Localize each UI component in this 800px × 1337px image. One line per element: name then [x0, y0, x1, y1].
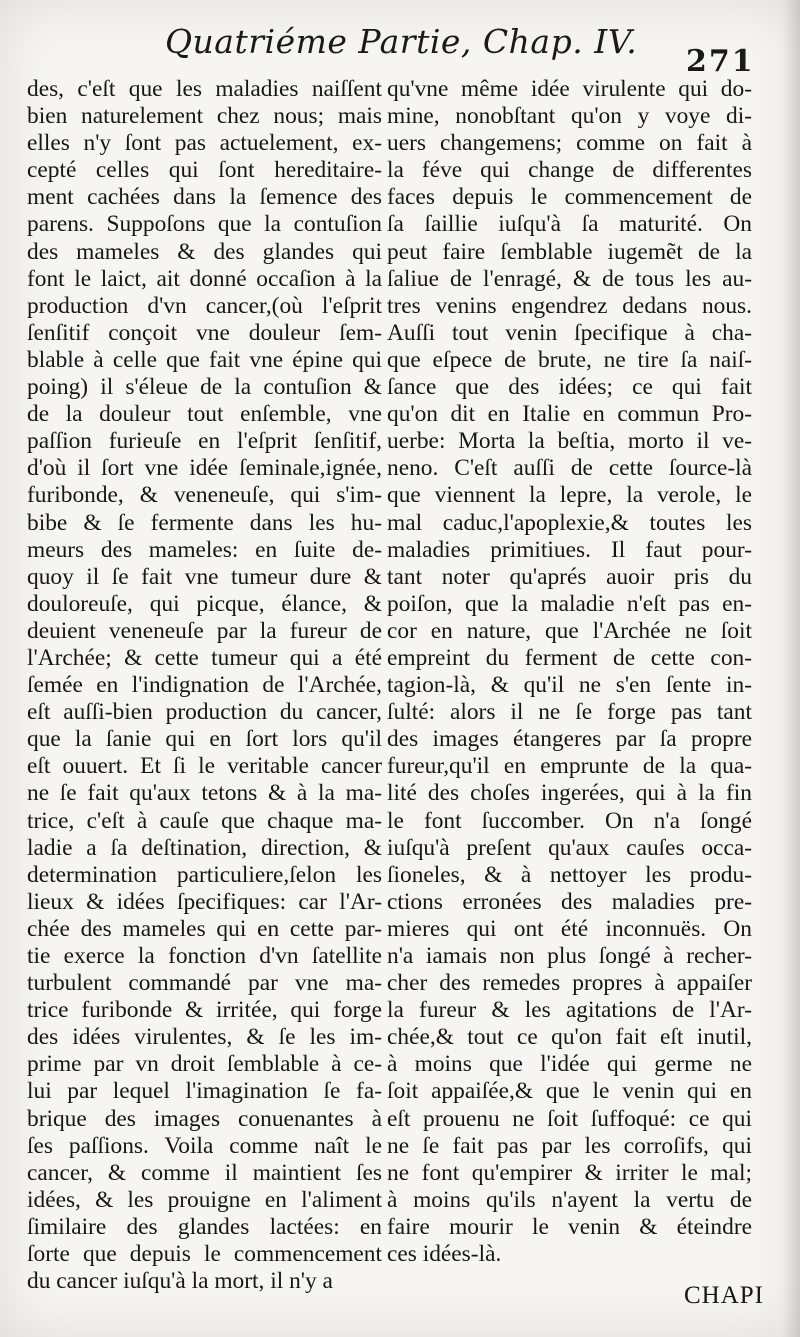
text-line: poiſon, que la maladie n'eſt pas en- — [387, 590, 752, 617]
text-line: idées, & les prouigne en l'aliment — [27, 1186, 382, 1213]
text-line: deuient veneneuſe par la fureur de — [27, 617, 382, 644]
text-line: prime par vn droit ſemblable à ce- — [27, 1051, 382, 1078]
text-line: cher des remedes propres à appaiſer — [387, 970, 752, 997]
text-line: trice, c'eſt à cauſe que chaque ma- — [27, 807, 382, 834]
text-line: Auſſi tout venin ſpecifique à cha- — [387, 319, 752, 346]
text-line: ne ſe fait qu'aux tetons & à la ma- — [27, 780, 382, 807]
text-line: lieux & idées ſpecifiques: car l'Ar- — [27, 888, 382, 915]
text-line: mieres qui ont été inconnuës. On — [387, 915, 752, 942]
text-line: à moins que l'idée qui germe ne — [387, 1051, 752, 1078]
text-line: ment cachées dans la ſemence des — [27, 184, 382, 211]
text-line: des idées virulentes, & ſe les im- — [27, 1024, 382, 1051]
text-line: determination particuliere,ſelon les — [27, 861, 382, 888]
text-line: ladie a ſa deſtination, direction, & — [27, 834, 382, 861]
text-line: chée des mameles qui en cette par- — [27, 915, 382, 942]
text-line: furibonde, & veneneuſe, qui s'im- — [27, 482, 382, 509]
text-line: faire mourir le venin & éteindre — [387, 1213, 752, 1240]
text-line: des images étangeres par ſa propre — [387, 726, 752, 753]
text-line: peut faire ſemblable iugemẽt de la — [387, 238, 752, 265]
text-line: ſulté: alors il ne ſe forge pas tant — [387, 699, 752, 726]
catchword: CHAPI — [684, 1282, 765, 1309]
text-line: uerbe: Morta la beſtia, morto il ve- — [387, 428, 752, 455]
text-line: turbulent commandé par vne ma- — [27, 970, 382, 997]
text-line: eſt prouenu ne ſoit ſuffoqué: ce qui — [387, 1105, 752, 1132]
text-line: ſimilaire des glandes lactées: en — [27, 1213, 382, 1240]
text-line: iuſqu'à preſent qu'aux cauſes occa- — [387, 834, 752, 861]
text-line: cepté celles qui ſont hereditaire- — [27, 157, 382, 184]
right-text-column — [387, 76, 752, 1268]
text-line: ſemée en l'indignation de l'Archée, — [27, 672, 382, 699]
text-line: eſt auſſi-bien production du cancer, — [27, 699, 382, 726]
text-line: ſaliue de l'enragé, & de tous les au- — [387, 265, 752, 292]
text-line: ces idées-là. — [387, 1241, 502, 1268]
text-line: douloreuſe, qui picque, élance, & — [27, 590, 382, 617]
text-line: quoy il ſe fait vne tumeur dure & — [27, 563, 382, 590]
text-line: paſſion furieuſe en l'eſprit ſenſitif, — [27, 428, 382, 455]
text-line: parens. Suppoſons que la contuſion — [27, 211, 382, 238]
text-line: l'Archée; & cette tumeur qui a été — [27, 644, 382, 671]
text-line: fureur,qu'il en emprunte de la qua- — [387, 753, 752, 780]
text-line: ctions erronées des maladies pre- — [387, 888, 752, 915]
text-line: n'a iamais non plus ſongé à recher- — [387, 943, 752, 969]
text-line: ſorte que depuis le commencement — [27, 1241, 382, 1268]
text-line: maladies primitiues. Il faut pour- — [387, 536, 752, 563]
text-line: que eſpece de brute, ne tire ſa naiſ- — [387, 346, 752, 373]
text-line: mal caduc,l'apoplexie,& toutes les — [387, 509, 752, 536]
text-line: elles n'y ſont pas actuelement, ex- — [27, 130, 382, 157]
text-line: à moins qu'ils n'ayent la vertu de — [387, 1186, 752, 1213]
text-line: meurs des mameles: en ſuite de- — [27, 536, 382, 563]
text-line: chée,& tout ce qu'on fait eſt inutil, — [387, 1024, 752, 1051]
text-line: lité des choſes ingerées, qui à la fin — [387, 780, 752, 807]
text-line: des mameles & des glandes qui — [27, 238, 382, 265]
text-line: de la douleur tout enſemble, vne — [27, 401, 382, 428]
text-line: neno. C'eſt auſſi de cette ſource-là — [387, 455, 752, 482]
text-line: tie exerce la fonction d'vn ſatellite — [27, 943, 382, 969]
text-line: lui par lequel l'imagination ſe fa- — [27, 1078, 382, 1105]
text-line: ſoit appaiſée,& que le venin qui en — [387, 1078, 752, 1105]
text-line: ne ſe fait pas par les corroſifs, qui — [387, 1132, 752, 1159]
text-line: du cancer iuſqu'à la mort, il n'y a — [27, 1268, 333, 1295]
text-line: cor en nature, que l'Archée ne ſoit — [387, 617, 752, 644]
text-line: eſt ouuert. Et ſi le veritable cancer — [27, 753, 382, 780]
text-line: ſenſitif conçoit vne douleur ſem- — [27, 319, 382, 346]
text-line: production d'vn cancer,(où l'eſprit — [27, 292, 382, 319]
page-number: 271 — [686, 44, 755, 79]
text-line: des, c'eſt que les maladies naiſſent — [27, 76, 382, 102]
text-line: le font ſuccomber. On n'a ſongé — [387, 807, 752, 834]
text-line: faces depuis le commencement de — [387, 184, 752, 211]
text-line: tres venins engendrez dedans nous. — [387, 292, 752, 319]
text-line: mine, nonobſtant qu'on y voye di- — [387, 103, 752, 130]
text-line: qu'vne même idée virulente qui do- — [387, 76, 752, 102]
text-line: poing) il s'éleue de la contuſion & — [27, 374, 382, 401]
text-line: cancer, & comme il maintient ſes — [27, 1159, 382, 1186]
text-line: bibe & ſe fermente dans les hu- — [27, 509, 382, 536]
left-text-column — [27, 76, 382, 1295]
text-line: ſes paſſions. Voila comme naît le — [27, 1132, 382, 1159]
text-line: empreint du ferment de cette con- — [387, 644, 752, 671]
text-line: qu'on dit en Italie en commun Pro- — [387, 401, 752, 428]
text-line: blable à celle que fait vne épine qui — [27, 346, 382, 373]
text-line: tagion-là, & qu'il ne s'en ſente in- — [387, 672, 752, 699]
text-line: la féve qui change de differentes — [387, 157, 752, 184]
text-line: uers changemens; comme on fait à — [387, 130, 752, 157]
text-line: que la ſanie qui en ſort lors qu'il — [27, 726, 382, 753]
text-line: ſioneles, & à nettoyer les produ- — [387, 861, 752, 888]
text-line: font le laict, ait donné occaſion à la — [27, 265, 382, 292]
text-line: tant noter qu'aprés auoir pris du — [387, 563, 752, 590]
text-line: ſance que des idées; ce qui fait — [387, 374, 752, 401]
text-line: brique des images conuenantes à — [27, 1105, 382, 1132]
text-line: la fureur & les agitations de l'Ar- — [387, 997, 752, 1024]
text-line: ne font qu'empirer & irriter le mal; — [387, 1159, 752, 1186]
text-line: ſa ſaillie iuſqu'à ſa maturité. On — [387, 211, 752, 238]
text-line: trice furibonde & irritée, qui forge — [27, 997, 382, 1024]
running-head-title: Quatriéme Partie, Chap. IV. — [165, 22, 638, 61]
text-line: bien naturelement chez nous; mais — [27, 103, 382, 130]
text-line: d'où il ſort vne idée ſeminale,ignée, — [27, 455, 382, 482]
text-line: que viennent la lepre, la verole, le — [387, 482, 752, 509]
